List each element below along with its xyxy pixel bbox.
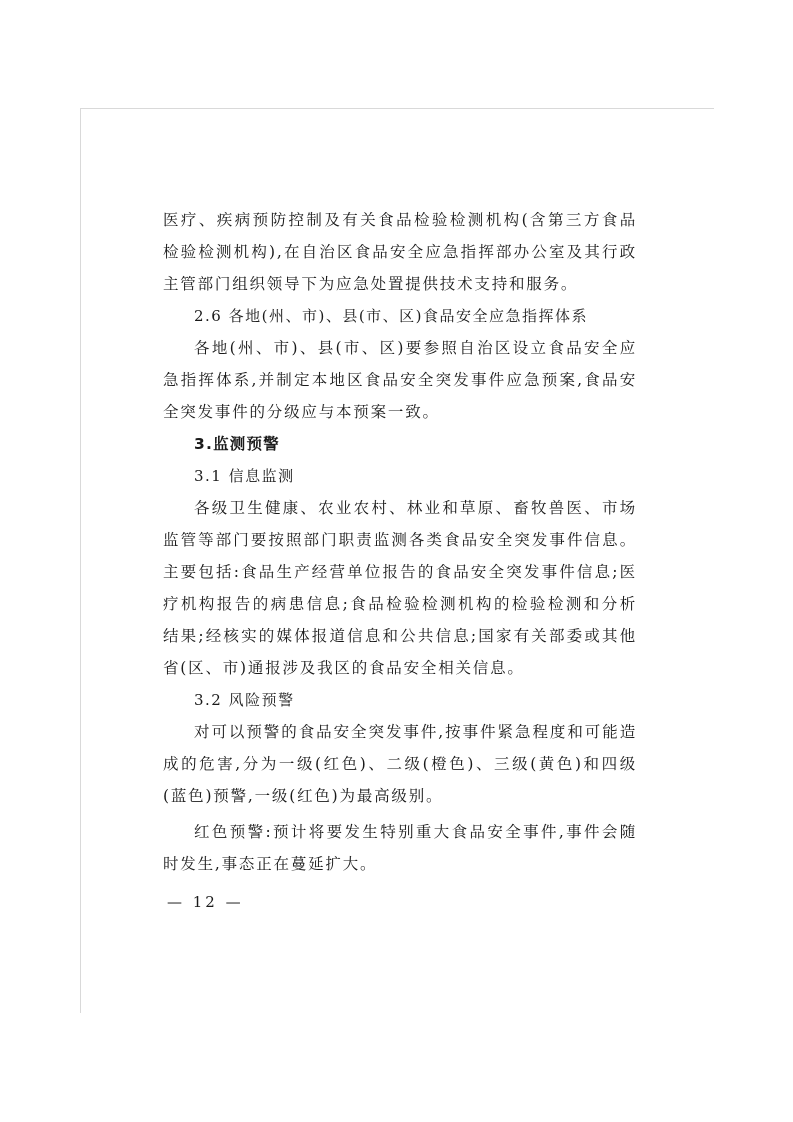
paragraph: 对可以预警的食品安全突发事件,按事件紧急程度和可能造成的危害,分为一级(红色)、二级(橙色)、三级(黄色)和四级(蓝色)预警,一级(红色)为最高级别。 bbox=[163, 723, 637, 805]
section-heading-3-2: 3.2 风险预警 bbox=[194, 691, 295, 709]
crop-line-left bbox=[80, 108, 81, 1013]
page-number: — 12 — bbox=[167, 893, 244, 911]
section-heading-2-6: 2.6 各地(州、市)、县(市、区)食品安全应急指挥体系 bbox=[194, 307, 589, 325]
paragraph: 各地(州、市)、县(市、区)要参照自治区设立食品安全应急指挥体系,并制定本地区食品安全突发事件应急预案,食品安全突发事件的分级应与本预案一致。 bbox=[163, 339, 637, 421]
section-heading-3-1: 3.1 信息监测 bbox=[194, 467, 295, 485]
paragraph: 各级卫生健康、农业农村、林业和草原、畜牧兽医、市场监管等部门要按照部门职责监测各类食品安全突发事件信息。主要包括:食品生产经营单位报告的食品安全突发事件信息;医疗机构报告的病患信息;食品检验检测机构的检验检测和分析结果;经核实的媒体报道信息和公共信息;国家有关部委或其他省(区、市)通报涉及我区的食品安全相关信息。 bbox=[163, 499, 637, 677]
paragraph: 红色预警:预计将要发生特别重大食品安全事件,事件会随时发生,事态正在蔓延扩大。 bbox=[163, 823, 637, 873]
crop-line-top bbox=[80, 108, 714, 109]
document-body bbox=[163, 204, 637, 880]
paragraph-continued: 医疗、疾病预防控制及有关食品检验检测机构(含第三方食品检验检测机构),在自治区食品安全应急指挥部办公室及其行政主管部门组织领导下为应急处置提供技术支持和服务。 bbox=[163, 211, 637, 293]
section-heading-3: 3.监测预警 bbox=[194, 435, 280, 453]
